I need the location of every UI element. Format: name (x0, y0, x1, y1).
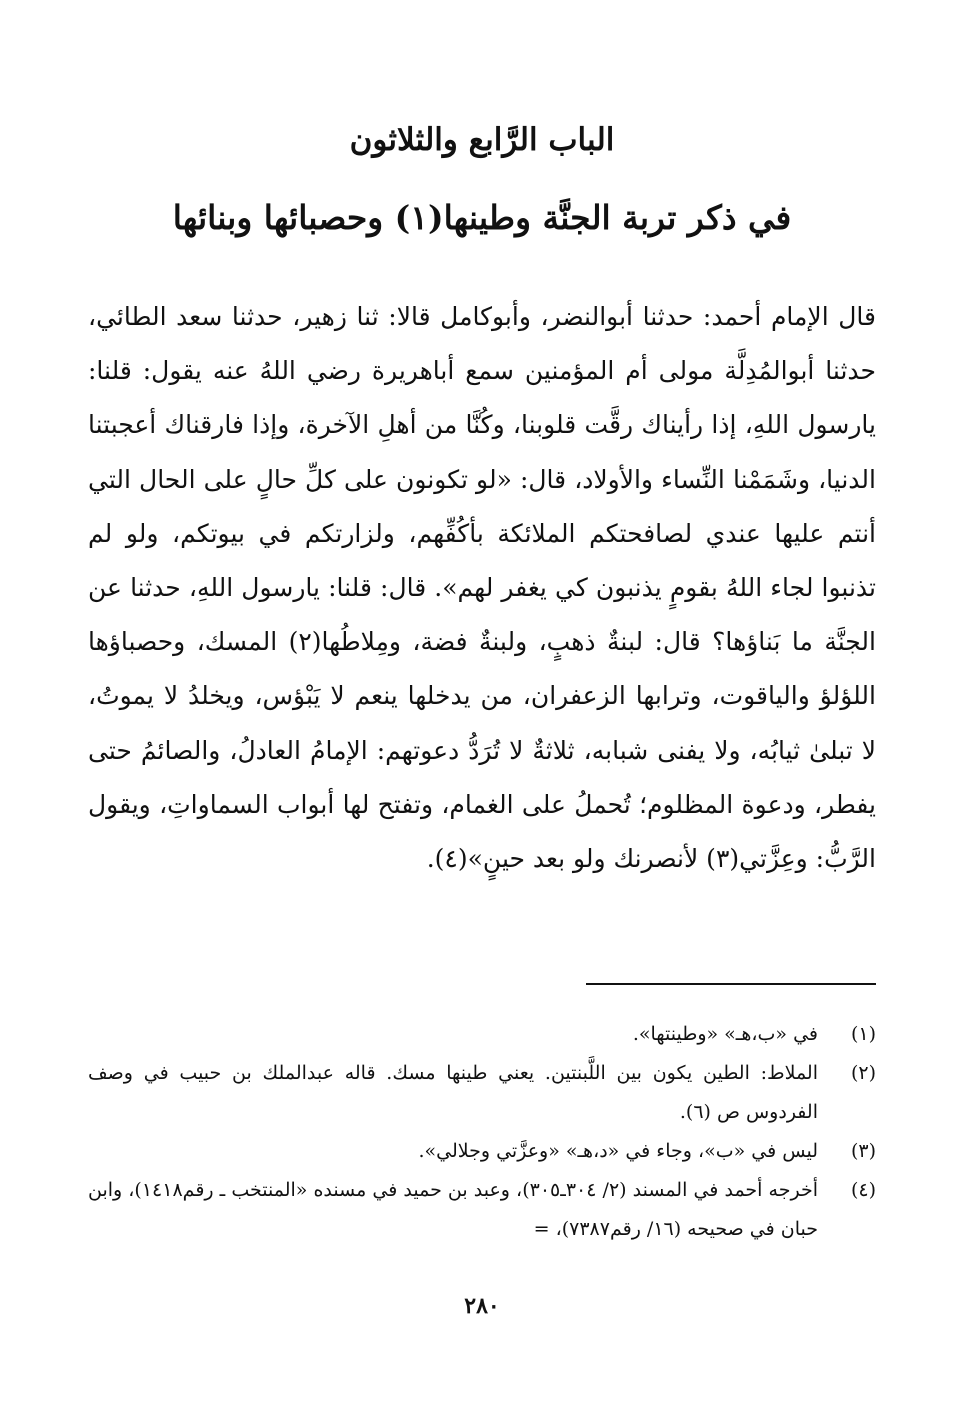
footnote-2 (88, 1054, 876, 1132)
footnotes-section (88, 1015, 876, 1249)
footnote-separator (586, 983, 876, 985)
body-paragraph: قال الإمام أحمد: حدثنا أبوالنضر، وأبوكامل قالا: ثنا زهير، حدثنا سعد الطائي، حدثنا أبوالمُدِلَّة مولى أم المؤمنين سمع أباهريرة رضي اللهُ عنه يقول: قلنا: يارسول اللهِ، إذا رأيناك رقَّت قلوبنا، وكُنَّا من أهلِ الآخرة، وإذا فارقناك أعجبتنا الدنيا، وشَمَمْنا النِّساء والأولاد، قال: «لو تكونون على كلِّ حالٍ على الحال التي أنتم عليها عندي لصافحتكم الملائكة بأكُفِّهم، ولزارتكم في بيوتكم، ولو لم تذنبوا لجاء اللهُ بقومٍ يذنبون كي يغفر لهم». قال: قلنا: يارسول اللهِ، حدثنا عن الجنَّة ما بَناؤها؟ قال: لبنةٌ ذهبٍ، ولبنةٌ فضة، ومِلاطُها(٢) المسك، وحصباؤها اللؤلؤ والياقوت، وترابها الزعفران، من يدخلها ينعم لا يَبْؤس، ويخلدُ لا يموتُ، لا تبلىٰ ثيابُه، ولا يفنى شبابه، ثلاثةٌ لا تُرَدُّ دعوتهم: الإمامُ العادلُ، والصائمُ حتى يفطر، ودعوة المظلوم؛ تُحملُ على الغمام، وتفتح لها أبواب السماواتِ، ويقول الرَّبُّ: وعِزَّتي(٣) لأنصرنك ولو بعد حينٍ»(٤). (88, 302, 876, 874)
footnote-text: في «ب،هـ» «وطينتها». (632, 1023, 818, 1045)
footnote-number: (٤) (850, 1179, 876, 1201)
footnote-1 (88, 1015, 876, 1054)
chapter-title: الباب الرَّابع والثلاثون (349, 122, 615, 158)
footnote-number: (١) (850, 1023, 876, 1045)
footnote-number: (٣) (850, 1140, 876, 1162)
footnote-number: (٢) (850, 1062, 876, 1084)
footnote-text: الملاط: الطين يكون بين اللَّبنتين. يعني طينها مسك. قاله عبدالملك بن حبيب في وصف الفردوس ص (٦). (88, 1062, 818, 1123)
chapter-subtitle: في ذكر تربة الجنَّة وطينها(١) وحصبائها وبنائها (172, 198, 792, 237)
footnote-text: ليس في «ب»، وجاء في «د،هـ» «وعزَّتي وجلالي». (418, 1140, 818, 1162)
footnote-text: أخرجه أحمد في المسند (٢/ ٣٠٤ـ٣٠٥)، وعبد بن حميد في مسنده «المنتخب ـ رقم١٤١٨)، وابن حبان في صحيحه (١٦/ رقم٧٣٨٧)، = (88, 1179, 818, 1240)
footnote-3 (88, 1132, 876, 1171)
page-number: ٢٨٠ (464, 1293, 500, 1319)
footnote-4 (88, 1171, 876, 1249)
